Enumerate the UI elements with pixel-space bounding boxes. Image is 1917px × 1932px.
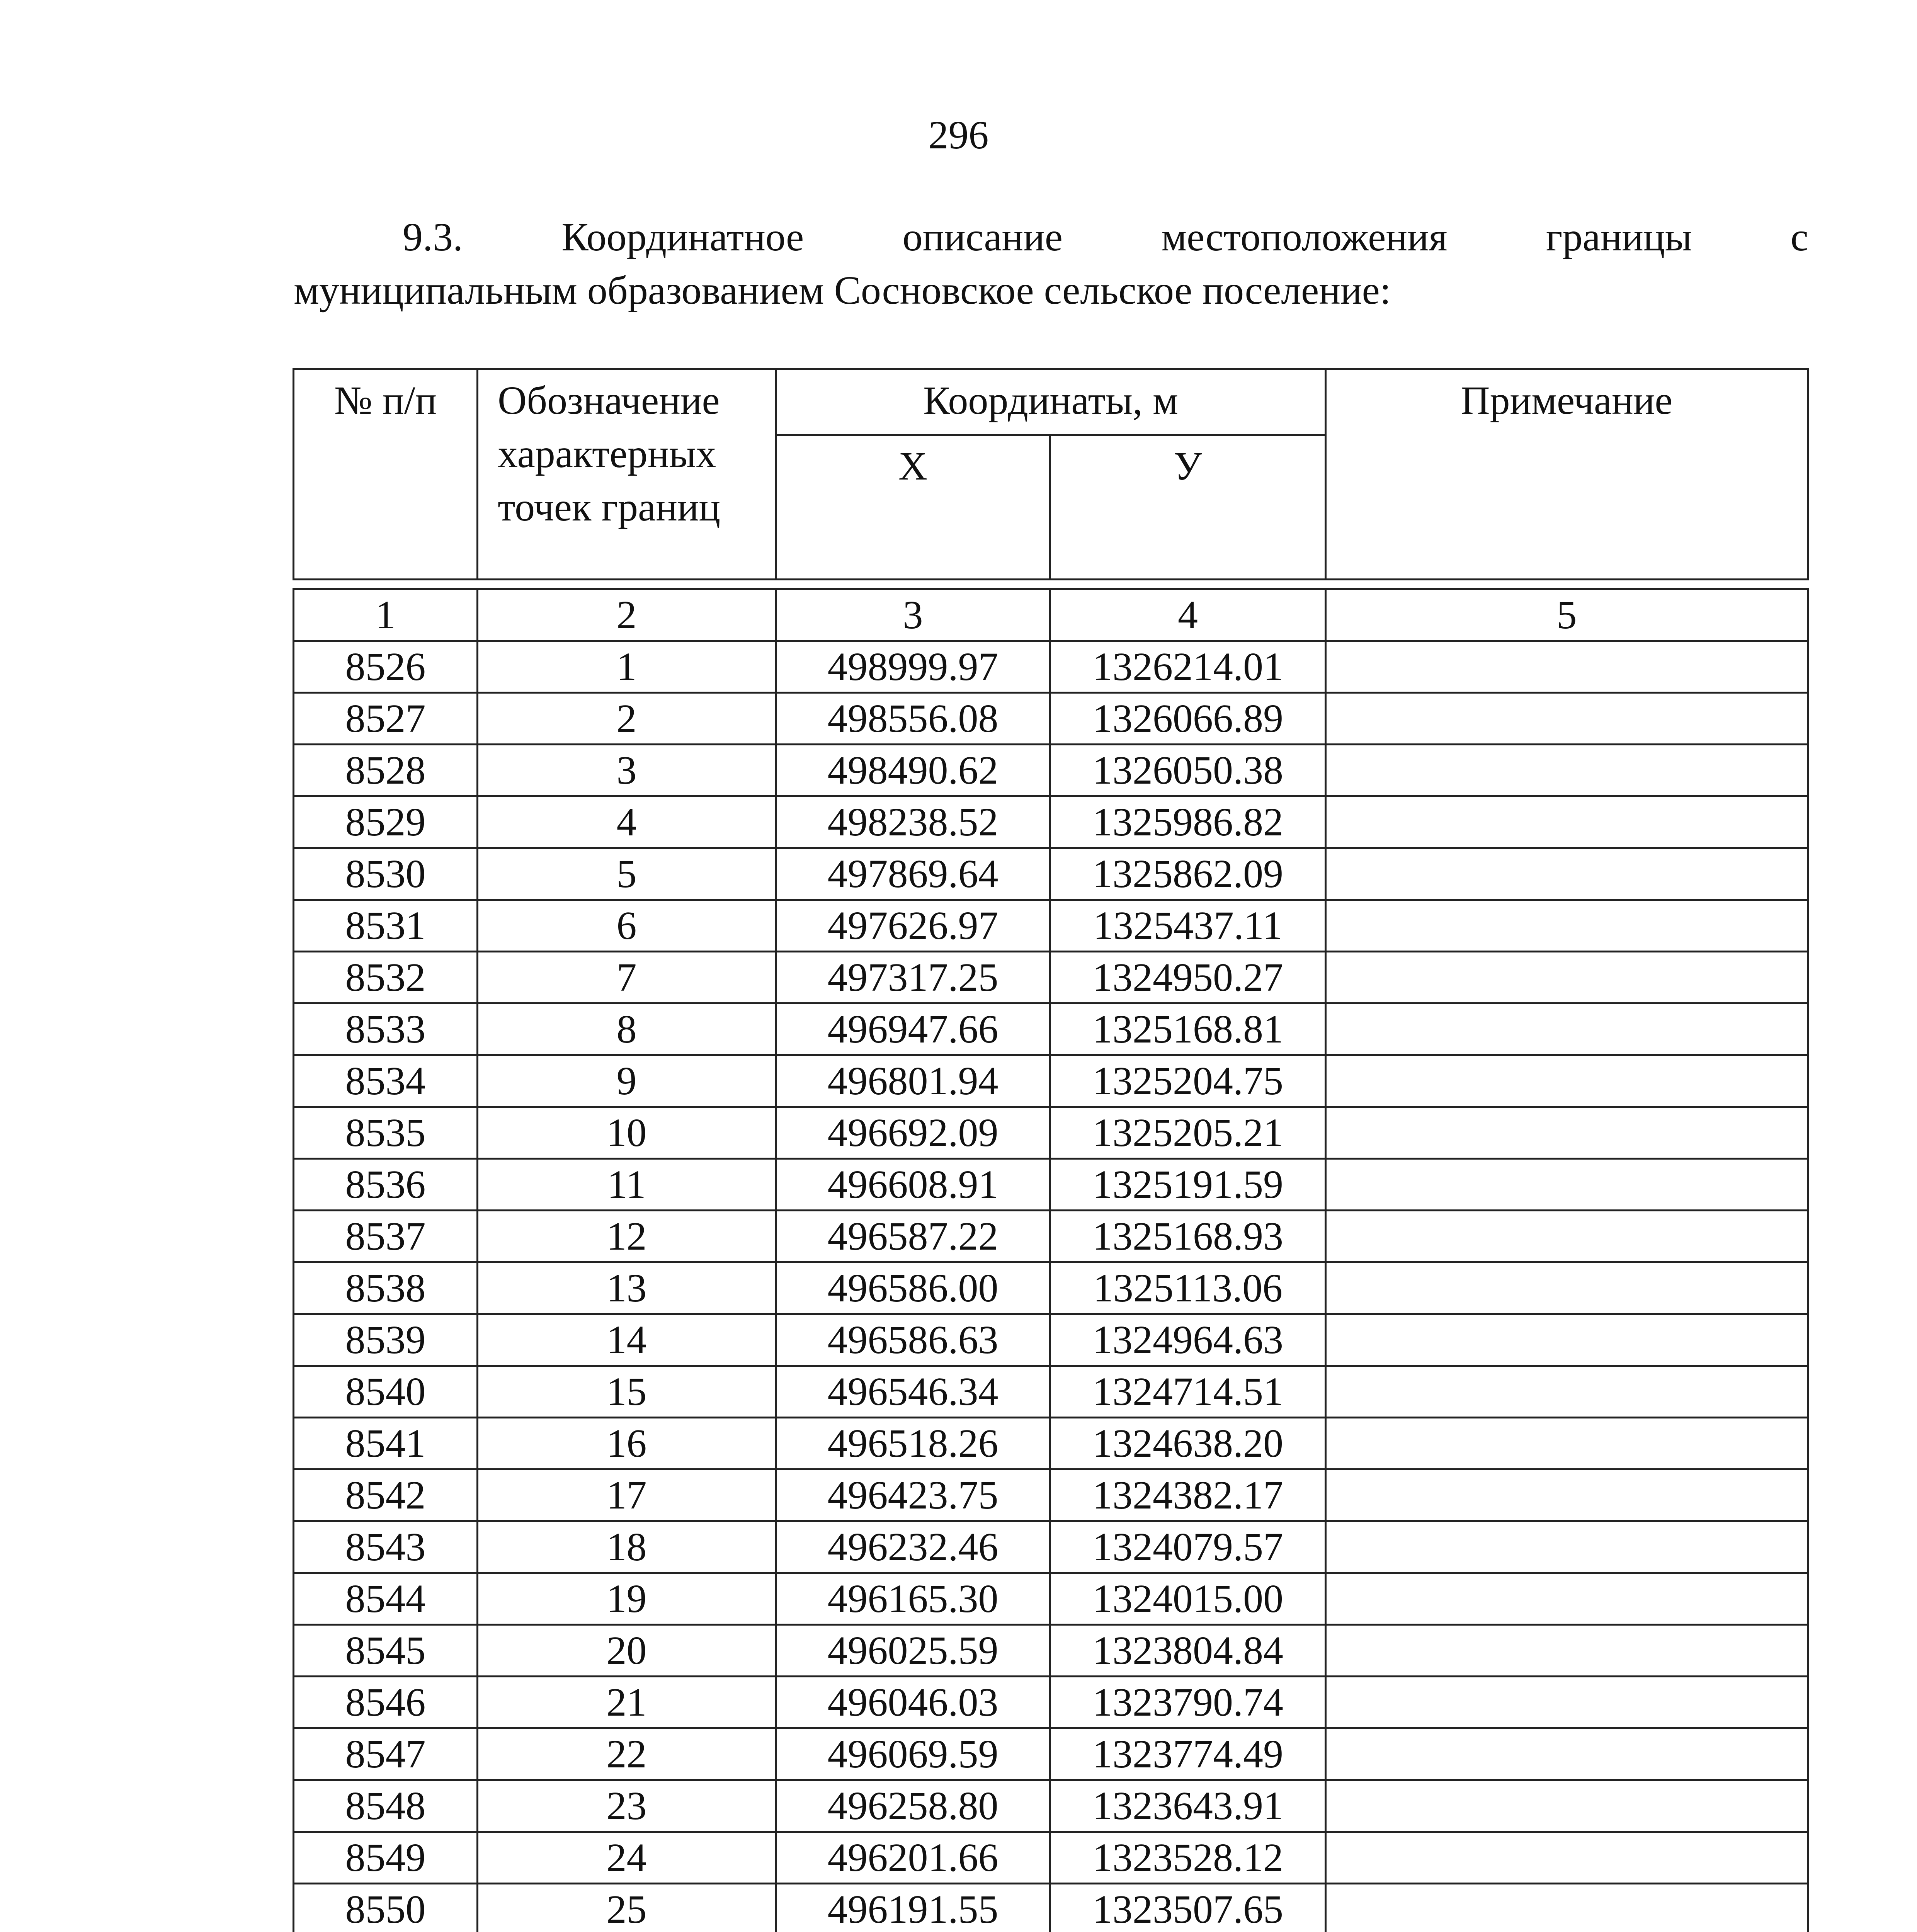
cell-num: 8531 [294, 900, 478, 952]
table-row [294, 1780, 1808, 1832]
cell-num: 8534 [294, 1055, 478, 1107]
cell-note [1326, 1418, 1808, 1469]
header-designation-line: точек границ [498, 485, 721, 529]
table-row [294, 1728, 1808, 1780]
cell-num: 8536 [294, 1159, 478, 1211]
cell-point: 4 [478, 796, 776, 848]
column-number: 4 [1050, 589, 1326, 641]
heading-word: с [1790, 215, 1808, 259]
cell-note [1326, 1159, 1808, 1211]
cell-point: 16 [478, 1418, 776, 1469]
cell-num: 8547 [294, 1728, 478, 1780]
cell-note [1326, 1055, 1808, 1107]
table-row [294, 641, 1808, 693]
cell-note [1326, 1314, 1808, 1366]
cell-note [1326, 1573, 1808, 1625]
cell-x: 496801.94 [776, 1055, 1050, 1107]
column-number: 1 [294, 589, 478, 641]
cell-x: 497317.25 [776, 952, 1050, 1003]
cell-y: 1325168.81 [1050, 1003, 1326, 1055]
heading-word: границы [1546, 215, 1692, 259]
table-row [294, 1055, 1808, 1107]
table-row [294, 1314, 1808, 1366]
cell-point: 22 [478, 1728, 776, 1780]
cell-x: 496586.63 [776, 1314, 1050, 1366]
column-number: 5 [1326, 589, 1808, 641]
cell-y: 1323774.49 [1050, 1728, 1326, 1780]
cell-point: 19 [478, 1573, 776, 1625]
cell-x: 496025.59 [776, 1625, 1050, 1677]
table-row [294, 745, 1808, 796]
cell-num: 8539 [294, 1314, 478, 1366]
cell-x: 496423.75 [776, 1469, 1050, 1521]
header-x: Х [776, 435, 1050, 580]
cell-point: 14 [478, 1314, 776, 1366]
cell-num: 8532 [294, 952, 478, 1003]
column-number: 2 [478, 589, 776, 641]
cell-note [1326, 1003, 1808, 1055]
heading-word: описание [902, 215, 1063, 259]
cell-num: 8529 [294, 796, 478, 848]
cell-y: 1325191.59 [1050, 1159, 1326, 1211]
cell-x: 497626.97 [776, 900, 1050, 952]
cell-y: 1325168.93 [1050, 1211, 1326, 1262]
cell-point: 15 [478, 1366, 776, 1418]
cell-num: 8545 [294, 1625, 478, 1677]
header-num: № п/п [294, 369, 478, 580]
table-row [294, 1107, 1808, 1159]
header-coordinates: Координаты, м [776, 369, 1326, 435]
table-row [294, 848, 1808, 900]
table-row [294, 1469, 1808, 1521]
cell-y: 1325437.11 [1050, 900, 1326, 952]
cell-point: 10 [478, 1107, 776, 1159]
cell-x: 496191.55 [776, 1884, 1050, 1932]
cell-y: 1324950.27 [1050, 952, 1326, 1003]
cell-y: 1324714.51 [1050, 1366, 1326, 1418]
cell-note [1326, 641, 1808, 693]
table-row [294, 1625, 1808, 1677]
table-row [294, 1366, 1808, 1418]
cell-note [1326, 1366, 1808, 1418]
heading-word: местоположения [1161, 215, 1448, 259]
header-note: Примечание [1326, 369, 1808, 580]
cell-note [1326, 848, 1808, 900]
cell-note [1326, 1262, 1808, 1314]
cell-y: 1324964.63 [1050, 1314, 1326, 1366]
cell-num: 8549 [294, 1832, 478, 1884]
cell-num: 8548 [294, 1780, 478, 1832]
cell-num: 8546 [294, 1677, 478, 1728]
column-number: 3 [776, 589, 1050, 641]
table-row [294, 1521, 1808, 1573]
cell-num: 8528 [294, 745, 478, 796]
cell-note [1326, 1107, 1808, 1159]
table-row [294, 1884, 1808, 1932]
table-row [294, 796, 1808, 848]
cell-x: 498238.52 [776, 796, 1050, 848]
cell-note [1326, 900, 1808, 952]
section-heading [294, 211, 1808, 317]
cell-note [1326, 1728, 1808, 1780]
cell-x: 496518.26 [776, 1418, 1050, 1469]
cell-x: 496258.80 [776, 1780, 1050, 1832]
heading-word: Координатное [561, 215, 804, 259]
cell-y: 1325204.75 [1050, 1055, 1326, 1107]
table-row [294, 1159, 1808, 1211]
cell-num: 8537 [294, 1211, 478, 1262]
cell-note [1326, 1625, 1808, 1677]
cell-x: 498556.08 [776, 693, 1050, 745]
cell-num: 8530 [294, 848, 478, 900]
header-y: У [1050, 435, 1326, 580]
heading-line-1 [294, 211, 1808, 264]
cell-y: 1323528.12 [1050, 1832, 1326, 1884]
table-row [294, 952, 1808, 1003]
cell-num: 8542 [294, 1469, 478, 1521]
cell-point: 13 [478, 1262, 776, 1314]
cell-x: 496232.46 [776, 1521, 1050, 1573]
cell-y: 1326050.38 [1050, 745, 1326, 796]
cell-num: 8544 [294, 1573, 478, 1625]
cell-point: 20 [478, 1625, 776, 1677]
cell-y: 1323507.65 [1050, 1884, 1326, 1932]
cell-point: 3 [478, 745, 776, 796]
table-row [294, 1677, 1808, 1728]
cell-point: 21 [478, 1677, 776, 1728]
cell-x: 496947.66 [776, 1003, 1050, 1055]
cell-note [1326, 1780, 1808, 1832]
heading-line-2: муниципальным образованием Сосновское сельское поселение: [294, 268, 1391, 313]
cell-note [1326, 1521, 1808, 1573]
cell-num: 8541 [294, 1418, 478, 1469]
table-row [294, 1211, 1808, 1262]
cell-point: 5 [478, 848, 776, 900]
header-designation-line: Обозначение [498, 378, 720, 423]
cell-point: 25 [478, 1884, 776, 1932]
cell-x: 496046.03 [776, 1677, 1050, 1728]
cell-y: 1326214.01 [1050, 641, 1326, 693]
cell-point: 24 [478, 1832, 776, 1884]
table-row [294, 1573, 1808, 1625]
cell-num: 8550 [294, 1884, 478, 1932]
cell-y: 1325986.82 [1050, 796, 1326, 848]
cell-y: 1323643.91 [1050, 1780, 1326, 1832]
table-row [294, 1003, 1808, 1055]
cell-point: 17 [478, 1469, 776, 1521]
cell-point: 2 [478, 693, 776, 745]
cell-note [1326, 796, 1808, 848]
cell-point: 8 [478, 1003, 776, 1055]
table-row [294, 1418, 1808, 1469]
table-row [294, 1262, 1808, 1314]
cell-note [1326, 693, 1808, 745]
cell-note [1326, 952, 1808, 1003]
cell-x: 498999.97 [776, 641, 1050, 693]
cell-x: 496586.00 [776, 1262, 1050, 1314]
cell-y: 1324382.17 [1050, 1469, 1326, 1521]
cell-y: 1325113.06 [1050, 1262, 1326, 1314]
cell-x: 496165.30 [776, 1573, 1050, 1625]
cell-x: 498490.62 [776, 745, 1050, 796]
header-designation [478, 369, 776, 580]
cell-num: 8535 [294, 1107, 478, 1159]
cell-x: 496608.91 [776, 1159, 1050, 1211]
cell-point: 11 [478, 1159, 776, 1211]
cell-point: 7 [478, 952, 776, 1003]
cell-note [1326, 1832, 1808, 1884]
header-designation-line: характерных [498, 432, 716, 476]
cell-y: 1324079.57 [1050, 1521, 1326, 1573]
cell-num: 8527 [294, 693, 478, 745]
cell-y: 1324638.20 [1050, 1418, 1326, 1469]
cell-x: 496587.22 [776, 1211, 1050, 1262]
cell-num: 8540 [294, 1366, 478, 1418]
table-row [294, 693, 1808, 745]
cell-x: 496201.66 [776, 1832, 1050, 1884]
table-row [294, 900, 1808, 952]
cell-note [1326, 1469, 1808, 1521]
cell-num: 8533 [294, 1003, 478, 1055]
cell-note [1326, 1211, 1808, 1262]
cell-note [1326, 1677, 1808, 1728]
cell-point: 18 [478, 1521, 776, 1573]
cell-y: 1326066.89 [1050, 693, 1326, 745]
table-row [294, 1832, 1808, 1884]
cell-note [1326, 745, 1808, 796]
cell-x: 496692.09 [776, 1107, 1050, 1159]
cell-x: 496546.34 [776, 1366, 1050, 1418]
cell-num: 8543 [294, 1521, 478, 1573]
cell-y: 1323804.84 [1050, 1625, 1326, 1677]
column-number-row [294, 589, 1808, 641]
cell-point: 23 [478, 1780, 776, 1832]
cell-point: 1 [478, 641, 776, 693]
cell-note [1326, 1884, 1808, 1932]
cell-x: 496069.59 [776, 1728, 1050, 1780]
table-header [293, 368, 1809, 580]
cell-num: 8526 [294, 641, 478, 693]
page-number: 296 [928, 113, 989, 157]
cell-y: 1324015.00 [1050, 1573, 1326, 1625]
cell-y: 1325205.21 [1050, 1107, 1326, 1159]
cell-point: 9 [478, 1055, 776, 1107]
cell-num: 8538 [294, 1262, 478, 1314]
cell-x: 497869.64 [776, 848, 1050, 900]
coordinates-table [293, 588, 1809, 1932]
cell-point: 12 [478, 1211, 776, 1262]
heading-word: 9.3. [403, 215, 463, 259]
cell-y: 1325862.09 [1050, 848, 1326, 900]
cell-y: 1323790.74 [1050, 1677, 1326, 1728]
cell-point: 6 [478, 900, 776, 952]
